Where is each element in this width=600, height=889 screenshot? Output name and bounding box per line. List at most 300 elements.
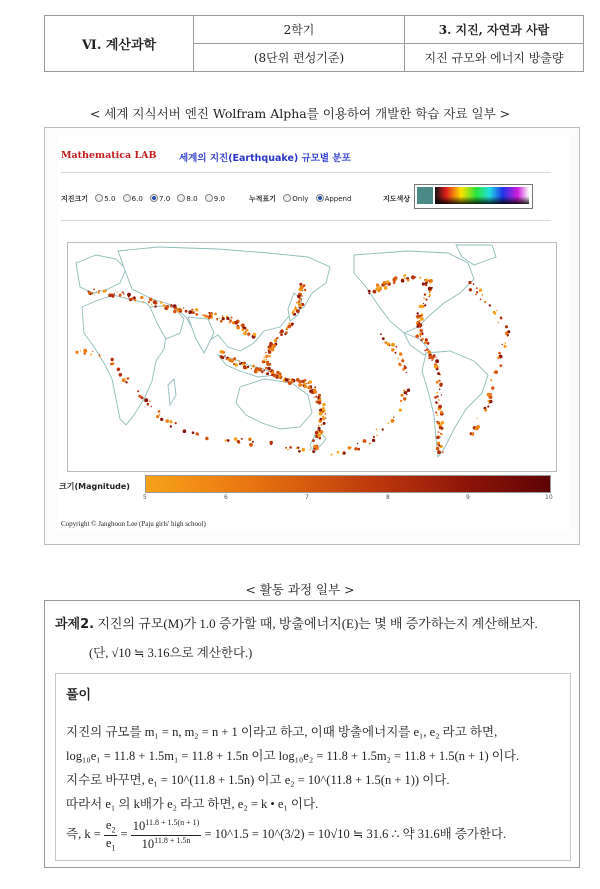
quake-dot bbox=[280, 378, 281, 379]
quake-dot bbox=[271, 348, 275, 352]
quake-dot bbox=[269, 363, 272, 366]
quake-dot bbox=[285, 447, 287, 449]
quake-dot bbox=[247, 332, 250, 335]
quake-dot bbox=[271, 371, 274, 374]
quake-dot bbox=[89, 293, 91, 295]
quake-dot bbox=[439, 383, 443, 387]
quake-dot bbox=[503, 345, 506, 348]
solution-line-3: 지수로 바꾸면, e₁ = 10^(11.8 + 1.5n) 이고 e₂ = 10^(11.8 + 1.5(n + 1)) 이다. bbox=[66, 773, 450, 787]
quake-dot bbox=[224, 439, 226, 441]
lab-subtitle: 세계의 지진(Earthquake) 규모별 분포 bbox=[179, 153, 351, 164]
quake-dot bbox=[438, 432, 439, 433]
quake-dot bbox=[437, 442, 440, 445]
quake-dot bbox=[204, 315, 207, 318]
quake-dot bbox=[92, 351, 93, 352]
quake-dot bbox=[438, 435, 439, 436]
quake-dot bbox=[418, 323, 422, 327]
color-gradient[interactable] bbox=[435, 187, 529, 204]
quake-dot bbox=[319, 412, 323, 416]
quake-dot bbox=[195, 313, 198, 316]
quake-dot bbox=[421, 338, 424, 341]
cumul-radio-1[interactable] bbox=[316, 194, 324, 202]
quake-dot bbox=[302, 448, 306, 452]
quake-dot bbox=[171, 305, 173, 307]
quake-dot bbox=[125, 381, 127, 383]
quake-dot bbox=[286, 327, 288, 329]
quake-dot bbox=[98, 292, 100, 294]
quake-dot bbox=[120, 293, 121, 294]
quake-dot bbox=[252, 441, 254, 443]
quake-dot bbox=[404, 278, 405, 279]
quake-dot bbox=[288, 322, 290, 324]
quake-dot bbox=[434, 396, 437, 399]
quake-dot bbox=[270, 370, 272, 372]
quake-dot bbox=[304, 385, 307, 388]
quake-dot bbox=[438, 405, 442, 409]
quake-dot bbox=[430, 283, 431, 284]
basis-cell: (8단위 편성기준) bbox=[194, 44, 405, 72]
quake-dot bbox=[179, 308, 181, 310]
quake-dot bbox=[403, 397, 406, 400]
unit-cell: Ⅵ. 계산과학 bbox=[45, 16, 194, 72]
quake-dot bbox=[276, 338, 278, 340]
quake-dot bbox=[216, 319, 218, 321]
size-option-0[interactable]: 5.0 bbox=[104, 195, 116, 203]
header-table bbox=[44, 15, 584, 72]
quake-dot bbox=[242, 327, 244, 329]
quake-dot bbox=[372, 439, 375, 442]
quake-dot bbox=[424, 341, 426, 343]
quake-dot bbox=[299, 283, 302, 286]
caption-top: < 세계 지식서버 엔진 Wolfram Alpha를 이용하여 개발한 학습 자료 일부 > bbox=[89, 106, 511, 121]
quake-dot bbox=[188, 310, 192, 314]
quake-dot bbox=[276, 371, 279, 374]
quake-dot bbox=[440, 411, 443, 414]
quake-dot bbox=[279, 332, 281, 334]
cumul-radio-0[interactable] bbox=[283, 194, 291, 202]
quake-dot bbox=[247, 366, 249, 368]
task-number: 과제2. bbox=[55, 617, 95, 632]
quake-dot bbox=[169, 420, 172, 423]
quake-dot bbox=[505, 342, 507, 344]
quake-dot bbox=[160, 301, 163, 304]
size-radio-1[interactable] bbox=[123, 194, 131, 202]
cumul-label: 누적표기 bbox=[249, 195, 277, 203]
lab-panel bbox=[44, 127, 580, 545]
quake-dot bbox=[363, 439, 367, 443]
quake-dot bbox=[243, 332, 247, 336]
quake-dot bbox=[270, 443, 273, 446]
quake-dot bbox=[75, 351, 78, 354]
quake-dot bbox=[309, 380, 313, 384]
quake-dot bbox=[435, 357, 436, 358]
quake-dot bbox=[268, 347, 271, 350]
quake-dot bbox=[274, 339, 277, 342]
quake-dot bbox=[269, 342, 273, 346]
quake-dot bbox=[263, 359, 265, 361]
quake-dot bbox=[507, 336, 508, 337]
quake-dot bbox=[477, 418, 478, 419]
quake-dot bbox=[122, 378, 126, 382]
quake-dot bbox=[110, 363, 113, 366]
quake-dot bbox=[233, 363, 235, 365]
quake-dot bbox=[222, 356, 225, 359]
quake-dot bbox=[214, 313, 217, 316]
quake-dot bbox=[142, 301, 143, 302]
quake-dot bbox=[415, 335, 419, 339]
quake-dot bbox=[304, 379, 307, 382]
quake-dot bbox=[257, 370, 259, 372]
quake-dot bbox=[438, 380, 440, 382]
quake-dot bbox=[320, 418, 323, 421]
quake-dot bbox=[491, 386, 494, 389]
quake-dot bbox=[393, 281, 396, 284]
quake-dot bbox=[292, 380, 294, 382]
quake-dot bbox=[423, 303, 424, 304]
size-radio-4[interactable] bbox=[205, 194, 213, 202]
quake-dot bbox=[296, 378, 300, 382]
quake-dot bbox=[209, 315, 211, 317]
quake-dot bbox=[413, 277, 415, 279]
quake-dot bbox=[306, 383, 308, 385]
quake-dot bbox=[156, 415, 159, 418]
size-option-1[interactable]: 6.0 bbox=[131, 195, 143, 203]
quake-dot bbox=[424, 350, 426, 352]
quake-dot bbox=[291, 323, 294, 326]
quake-dot bbox=[439, 426, 442, 429]
quake-dot bbox=[268, 371, 269, 372]
quake-dot bbox=[319, 409, 322, 412]
quake-dot bbox=[419, 333, 422, 336]
quake-dot bbox=[425, 338, 428, 341]
quake-dot bbox=[122, 291, 124, 293]
solution-line-4: 따라서 e₁ 의 k배가 e₂ 라고 하면, e₂ = k • e₁ 이다. bbox=[66, 797, 319, 811]
quake-dot bbox=[131, 297, 134, 300]
quake-dot bbox=[429, 294, 431, 296]
quake-dot bbox=[253, 333, 256, 336]
quake-dot bbox=[401, 359, 404, 362]
quake-dot bbox=[287, 449, 289, 451]
quake-dot bbox=[419, 277, 421, 279]
quake-dot bbox=[218, 317, 219, 318]
quake-dot bbox=[297, 295, 300, 298]
quake-dot bbox=[431, 360, 432, 361]
quake-dot bbox=[137, 390, 139, 392]
quake-dot bbox=[439, 366, 440, 367]
quake-dot bbox=[397, 358, 398, 359]
quake-dot bbox=[151, 304, 153, 306]
magnitude-label: 크기(Magnitude) bbox=[59, 482, 130, 491]
tick-10: 10 bbox=[545, 494, 553, 501]
quake-dot bbox=[128, 296, 130, 298]
quake-dot bbox=[258, 368, 262, 372]
color-swatch[interactable] bbox=[417, 187, 433, 204]
quake-dot bbox=[498, 352, 501, 355]
quake-dot bbox=[83, 349, 87, 353]
quake-dot bbox=[493, 372, 495, 374]
caption-mid: < 활동 과정 일부 > bbox=[245, 582, 355, 597]
quake-dot bbox=[376, 429, 378, 431]
quake-dot bbox=[91, 292, 93, 294]
quake-dot bbox=[387, 281, 390, 284]
quake-dot bbox=[434, 365, 437, 368]
quake-dot bbox=[357, 443, 358, 444]
quake-dot bbox=[373, 290, 377, 294]
quake-dot bbox=[436, 392, 438, 394]
quake-dot bbox=[437, 450, 441, 454]
quake-dot bbox=[472, 433, 475, 436]
quake-dot bbox=[163, 304, 166, 307]
quake-dot bbox=[402, 368, 405, 371]
quake-dot bbox=[320, 430, 324, 434]
quake-dot bbox=[325, 417, 327, 419]
quake-dot bbox=[117, 368, 121, 372]
quake-dot bbox=[391, 343, 395, 347]
quake-dot bbox=[425, 279, 428, 282]
quake-dot bbox=[388, 422, 389, 423]
quake-dot bbox=[183, 307, 184, 308]
quake-dot bbox=[438, 399, 439, 400]
quake-dot bbox=[404, 274, 406, 276]
quake-dot bbox=[249, 439, 251, 441]
quake-dot bbox=[295, 306, 296, 307]
quake-dot bbox=[469, 288, 472, 291]
quake-dot bbox=[391, 348, 394, 351]
quake-dot bbox=[391, 419, 395, 423]
quake-dot bbox=[312, 450, 315, 453]
solution-line-1: 지진의 규모를 m₁ = n, m₂ = n + 1 이라고 하고, 이때 방출에너지를 e₁, e₂ 라고 하면, bbox=[66, 725, 498, 739]
quake-dot bbox=[442, 451, 444, 453]
divider bbox=[61, 172, 551, 173]
world-map bbox=[67, 242, 557, 472]
quake-dot bbox=[159, 414, 161, 416]
quake-dot bbox=[473, 283, 475, 285]
north-america bbox=[354, 251, 474, 333]
quake-dot bbox=[117, 292, 118, 293]
quake-dot bbox=[296, 309, 300, 313]
quake-dot bbox=[111, 358, 114, 361]
size-option-4[interactable]: 9.0 bbox=[213, 195, 225, 203]
quake-dot bbox=[431, 287, 433, 289]
quake-dot bbox=[419, 305, 422, 308]
copyright: Copyright © Janghoon Lee (Paju girls' high school) bbox=[61, 520, 206, 528]
lab-title: Mathematica LAB bbox=[61, 150, 157, 161]
quake-dot bbox=[505, 325, 508, 328]
tick-8: 8 bbox=[386, 494, 390, 501]
quake-dot bbox=[185, 310, 188, 313]
quake-dot bbox=[404, 390, 406, 392]
quake-dot bbox=[240, 324, 242, 326]
size-control bbox=[61, 194, 225, 204]
quake-dot bbox=[170, 425, 172, 427]
cumul-option-0[interactable]: Only bbox=[292, 195, 309, 203]
madagascar bbox=[168, 379, 176, 405]
size-radio-3[interactable] bbox=[177, 194, 185, 202]
quake-dot bbox=[314, 397, 315, 398]
quake-dot bbox=[439, 437, 441, 439]
task-question: 지진의 규모(M)가 1.0 증가할 때, 방출에너지(E)는 몇 배 증가하는지 계산해보자. bbox=[94, 616, 538, 631]
quake-dot bbox=[160, 418, 163, 421]
quake-dot bbox=[265, 355, 268, 358]
quake-dot bbox=[228, 358, 231, 361]
quake-dot bbox=[435, 359, 439, 363]
quake-dot bbox=[93, 289, 95, 291]
color-picker[interactable] bbox=[414, 184, 533, 209]
quake-dot bbox=[497, 356, 500, 359]
quake-dot bbox=[436, 363, 437, 364]
quake-dot bbox=[80, 350, 81, 351]
quake-dot bbox=[484, 301, 486, 303]
quake-dot bbox=[90, 354, 92, 356]
quake-dot bbox=[435, 411, 437, 413]
quake-dot bbox=[296, 302, 298, 304]
task-title bbox=[55, 613, 538, 632]
quake-dot bbox=[427, 282, 428, 283]
quake-dot bbox=[263, 357, 265, 359]
quake-dot bbox=[322, 407, 325, 410]
quake-dot bbox=[222, 351, 225, 354]
size-option-3[interactable]: 8.0 bbox=[186, 195, 198, 203]
quake-dot bbox=[425, 299, 427, 301]
quake-dot bbox=[481, 294, 483, 296]
quake-dot bbox=[269, 355, 271, 357]
quake-dot bbox=[348, 446, 351, 449]
quake-dot bbox=[423, 297, 425, 299]
quake-dot bbox=[236, 326, 240, 330]
quake-dot bbox=[401, 394, 404, 397]
size-radio-2[interactable] bbox=[150, 194, 158, 202]
tick-5: 5 bbox=[143, 494, 147, 501]
quake-dot bbox=[354, 447, 357, 450]
solution-line-5: 즉, k = $\frac{e_2}{e_1}$ = $\frac{10^{11.8 + 1.5(n + 1)}}{10^{11.8 + 1.5n}}$ = 10^1.5 = 10^(3/2) = 10√10 ≒ 31.6 ∴ 약 31.6배 증가한다. bbox=[66, 818, 507, 852]
quake-dot bbox=[141, 396, 144, 399]
size-option-2[interactable]: 7.0 bbox=[159, 195, 171, 203]
quake-dot bbox=[166, 305, 170, 309]
quake-dot bbox=[424, 293, 426, 295]
quake-dot bbox=[322, 403, 325, 406]
quake-dot bbox=[304, 289, 306, 291]
quake-dot bbox=[268, 351, 271, 354]
quake-dot bbox=[476, 291, 478, 293]
quake-dot bbox=[239, 363, 241, 365]
quake-dot bbox=[134, 299, 136, 301]
quake-dot bbox=[382, 428, 384, 430]
quake-dot bbox=[489, 403, 490, 404]
quake-dot bbox=[489, 304, 491, 306]
quake-dot bbox=[389, 345, 391, 347]
quake-dot bbox=[96, 291, 97, 292]
quake-dot bbox=[337, 451, 340, 454]
quake-dot bbox=[420, 336, 421, 337]
solution-label: 풀이 bbox=[66, 688, 92, 703]
lab-inner bbox=[57, 136, 569, 532]
quake-dot bbox=[322, 416, 325, 419]
quake-dot bbox=[98, 290, 100, 292]
quake-dot bbox=[422, 282, 425, 285]
quake-dot bbox=[401, 279, 405, 283]
quake-dot bbox=[271, 374, 273, 376]
quake-dot bbox=[310, 449, 311, 450]
quake-dot bbox=[342, 452, 344, 454]
quake-dot bbox=[173, 304, 177, 308]
quake-dot bbox=[436, 447, 440, 451]
quake-dot bbox=[285, 331, 288, 334]
quake-dot bbox=[233, 357, 236, 360]
quake-dot bbox=[399, 352, 402, 355]
quake-dot bbox=[238, 360, 239, 361]
tick-7: 7 bbox=[305, 494, 309, 501]
quake-dot bbox=[433, 354, 436, 357]
quake-dot bbox=[426, 342, 429, 345]
quake-dot bbox=[315, 396, 317, 398]
quake-dot bbox=[437, 415, 439, 417]
quake-dot bbox=[205, 437, 208, 440]
quake-dot bbox=[384, 286, 388, 290]
quake-dot bbox=[267, 364, 269, 366]
quake-dot bbox=[222, 317, 225, 320]
quake-dot bbox=[147, 403, 150, 406]
quake-dot bbox=[280, 333, 283, 336]
quake-dot bbox=[150, 406, 151, 407]
quake-dot bbox=[399, 363, 402, 366]
quake-dot bbox=[436, 381, 439, 384]
quake-dot bbox=[298, 383, 302, 387]
continents bbox=[76, 245, 496, 457]
quake-dot bbox=[243, 366, 247, 370]
cumul-option-1[interactable]: Append bbox=[324, 195, 352, 203]
quake-dot bbox=[322, 418, 325, 421]
quake-dot bbox=[298, 450, 301, 453]
quake-dot bbox=[325, 413, 327, 415]
quake-dot bbox=[468, 281, 471, 284]
quake-dot bbox=[266, 361, 269, 364]
size-radio-0[interactable] bbox=[95, 194, 103, 202]
quake-dot bbox=[316, 435, 318, 437]
quake-dot bbox=[249, 443, 253, 447]
south-america bbox=[422, 351, 488, 457]
quake-dot bbox=[428, 287, 432, 291]
quake-dot bbox=[103, 290, 106, 293]
quake-dot bbox=[292, 310, 295, 313]
quake-dot bbox=[192, 431, 195, 434]
quake-dot bbox=[439, 445, 441, 447]
quake-dot bbox=[263, 370, 265, 372]
quake-dot bbox=[441, 394, 442, 395]
quake-dot bbox=[191, 309, 193, 311]
quake-dot bbox=[368, 290, 371, 293]
quake-dot bbox=[475, 427, 479, 431]
quake-dot bbox=[376, 435, 378, 437]
tick-6: 6 bbox=[224, 494, 228, 501]
quake-dot bbox=[487, 393, 491, 397]
quake-dot bbox=[368, 292, 370, 294]
quake-dot bbox=[193, 312, 195, 314]
quake-dot bbox=[293, 313, 296, 316]
quake-dot bbox=[158, 410, 161, 413]
tick-9: 9 bbox=[466, 494, 470, 501]
quake-dot bbox=[234, 321, 238, 325]
quake-dot bbox=[299, 298, 301, 300]
quake-dot bbox=[318, 425, 320, 427]
quake-dot bbox=[320, 400, 321, 401]
quake-dot bbox=[154, 305, 156, 307]
quake-dot bbox=[252, 365, 255, 368]
quake-dot bbox=[420, 329, 423, 332]
quake-dot bbox=[165, 419, 169, 423]
quake-dot bbox=[384, 341, 387, 344]
quake-dot bbox=[319, 427, 320, 428]
quake-dot bbox=[229, 321, 231, 323]
